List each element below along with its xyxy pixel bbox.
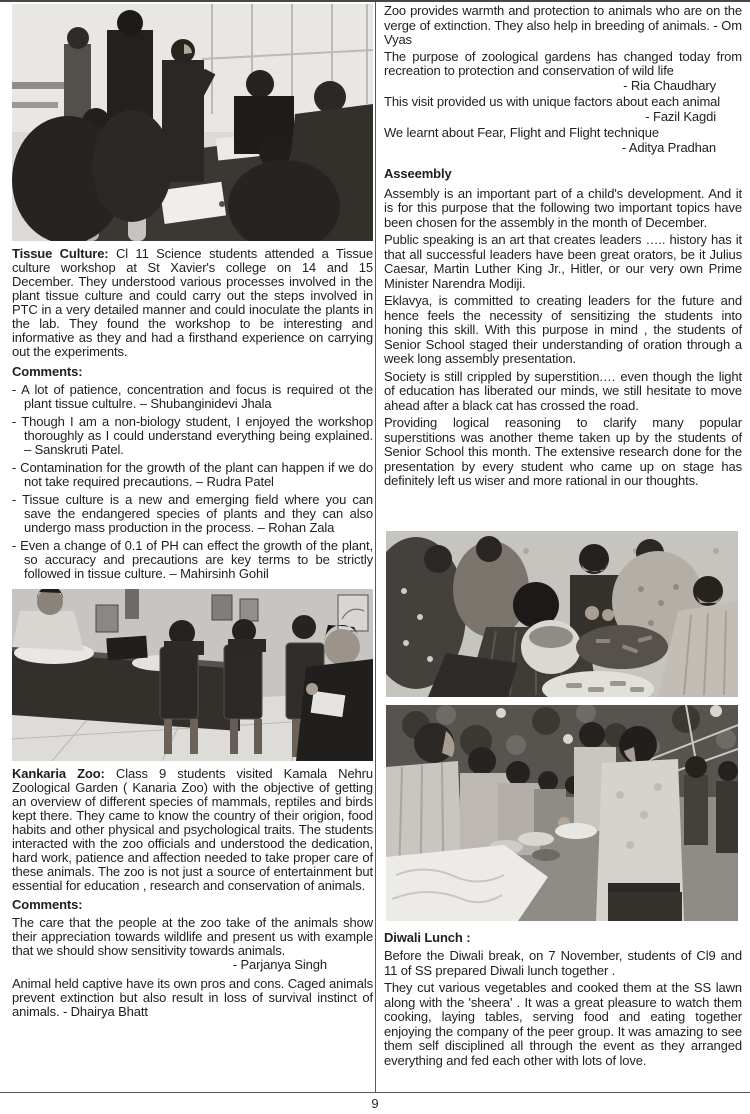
diwali-paragraph: Before the Diwali break, on 7 November, students of Cl9 and 11 of SS prepared Diwali lunch together . [384, 948, 742, 978]
comment-item: - Contamination for the growth of the plant can happen if we do not take required precautions. – Rudra Patel [12, 460, 373, 489]
kankaria-zoo-body: Class 9 students visited Kamala Nehru Zoological Garden ( Kanaria Zoo) with the objective of getting an overview of different species of mammals, reptiles and birds kept there. They came to know the country of their origion, food habits and other physical and psychological traits. The students interacted with the zoo officials and understood the dedication, hard work, patience and affection needed to take proper care of these animals. The zoo is not just a source of entertainment but essential for education , research and conservation of animals. [12, 766, 373, 893]
tissue-comments-list [12, 383, 373, 581]
assembly-paragraph: Assembly is an important part of a child's development. And it is for this purpose that the following two important topics have been chosen for the assembly in the month of December. [384, 185, 742, 230]
footer-rule [0, 1092, 750, 1093]
page-number: 9 [371, 1096, 379, 1111]
zoo-comments-heading: Comments: [12, 897, 83, 912]
tissue-culture-paragraph [12, 247, 373, 359]
zoo-quote-4: We learnt about Fear, Flight and Flight technique [384, 125, 659, 140]
photo-diwali-lunch-serving-art [386, 705, 738, 921]
diwali-paragraph: They cut various vegetables and cooked them at the SS lawn along with the 'sheera' . It was a great pleasure to watch them cooking, laying tables, serving food and eating together enjoying the company of the peer group. It was amazing to see them self disciplined all through the event as they arranged everything and fed each other with lots of love. [384, 980, 742, 1068]
zoo-quote-3-author: - Fazil Kagdi [645, 108, 716, 124]
zoo-quote-2-author: - Ria Chaudhary [623, 77, 716, 93]
photo-diwali-lunch-serving [386, 705, 738, 921]
comment-item: - Even a change of 0.1 of PH can effect the growth of the plant, so accuracy and precautions are key terms to be strictly followed in tissue culture. – Mahirsinh Gohil [12, 538, 373, 581]
comment-item: - Tissue culture is a new and emerging field where you can save the endangered species of plants and they can also undergo mass production in the process. – Rohan Zala [12, 492, 373, 535]
assembly-paragraph: Society is still crippled by superstition.… even though the light of education has liberated our minds, we still hesitate to move ahead after a black cat has crossed the road. [384, 368, 742, 413]
photo-zoo-office-visit-art [12, 589, 373, 761]
zoo-comment-2: Animal held captive have its own pros and cons. Caged animals prevent extinction but also result in loss of survival instinct of animals. - Dhairya Bhatt [12, 976, 373, 1019]
assembly-paragraph: Public speaking is an art that creates leaders ….. history has it that all successful leaders have been great orators, be it Julius Caesar, Martin Luther King Jr., Hitler, or our very own Prime Minister Narendra Modiji. [384, 232, 742, 291]
right-column [384, 4, 742, 1068]
comment-item: - A lot of patience, concentration and focus is required ot the plant tissue cultulre. – Shubanginidevi Jhala [12, 382, 373, 411]
kankaria-zoo-paragraph [12, 767, 373, 893]
assembly-heading: Asseembly [384, 166, 452, 181]
comment-item: - Though I am a non-biology student, I enjoyed the workshop thoroughly as I could understand everything being explained. – Sanskruti Patel. [12, 414, 373, 457]
zoo-quote-4-author: - Aditya Pradhan [621, 139, 716, 155]
diwali-heading: Diwali Lunch : [384, 929, 471, 945]
assembly-paragraph: Providing logical reasoning to clarify many popular superstitions was another theme taken up by the students of Senior School this month. The extensive research done for the presentation by every student who came up on stage has definitely left us wiser and more rational in our thoughts. [384, 415, 742, 488]
assembly-paragraph: Eklavya, is committed to creating leaders for the future and hence feels the necessity of sensitizing the students into honing this skill. With this purpose in mind , the students of Senior School staged their understanding of oration through a week long assembly presentation. [384, 293, 742, 366]
photo-zoo-office-visit [12, 589, 373, 761]
tissue-culture-lead: Tissue Culture: [12, 246, 109, 261]
photo-tissue-culture-workshop [12, 4, 373, 241]
zoo-comment-1-author: - Parjanya Singh [232, 957, 327, 972]
kankaria-zoo-lead: Kankaria Zoo: [12, 766, 105, 781]
tissue-culture-body: Cl 11 Science students attended a Tissue culture workshop at St Xavier's college on 14 and 15 December. They understood various processes involved in the plant tissue culture and could carry out the steps involved in PTC in a very detailed manner and could inoculate the plants in the lab. They found the workshop to be interesting and informative as they and had a firsthand experience on carrying out the experiments. [12, 246, 373, 359]
photo-diwali-cooking-art [386, 531, 738, 697]
zoo-comment-1: The care that the people at the zoo take of the animals show their appreciation towards wildlife and present us with example that we should show sensitivity towards animals. [12, 915, 373, 958]
column-divider [375, 2, 376, 1092]
zoo-quote-2: The purpose of zoological gardens has changed today from recreation to protection and conservation of wild life [384, 48, 742, 78]
zoo-quote-1: Zoo provides warmth and protection to animals who are on the verge of extinction. They also help in breeding of animals. - Om Vyas [384, 3, 742, 47]
zoo-quote-3: This visit provided us with unique factors about each animal [384, 94, 721, 109]
tissue-comments-heading: Comments: [12, 364, 83, 379]
left-column [12, 4, 373, 1019]
photo-diwali-cooking [386, 531, 738, 697]
photo-tissue-culture-workshop-art [12, 4, 373, 241]
